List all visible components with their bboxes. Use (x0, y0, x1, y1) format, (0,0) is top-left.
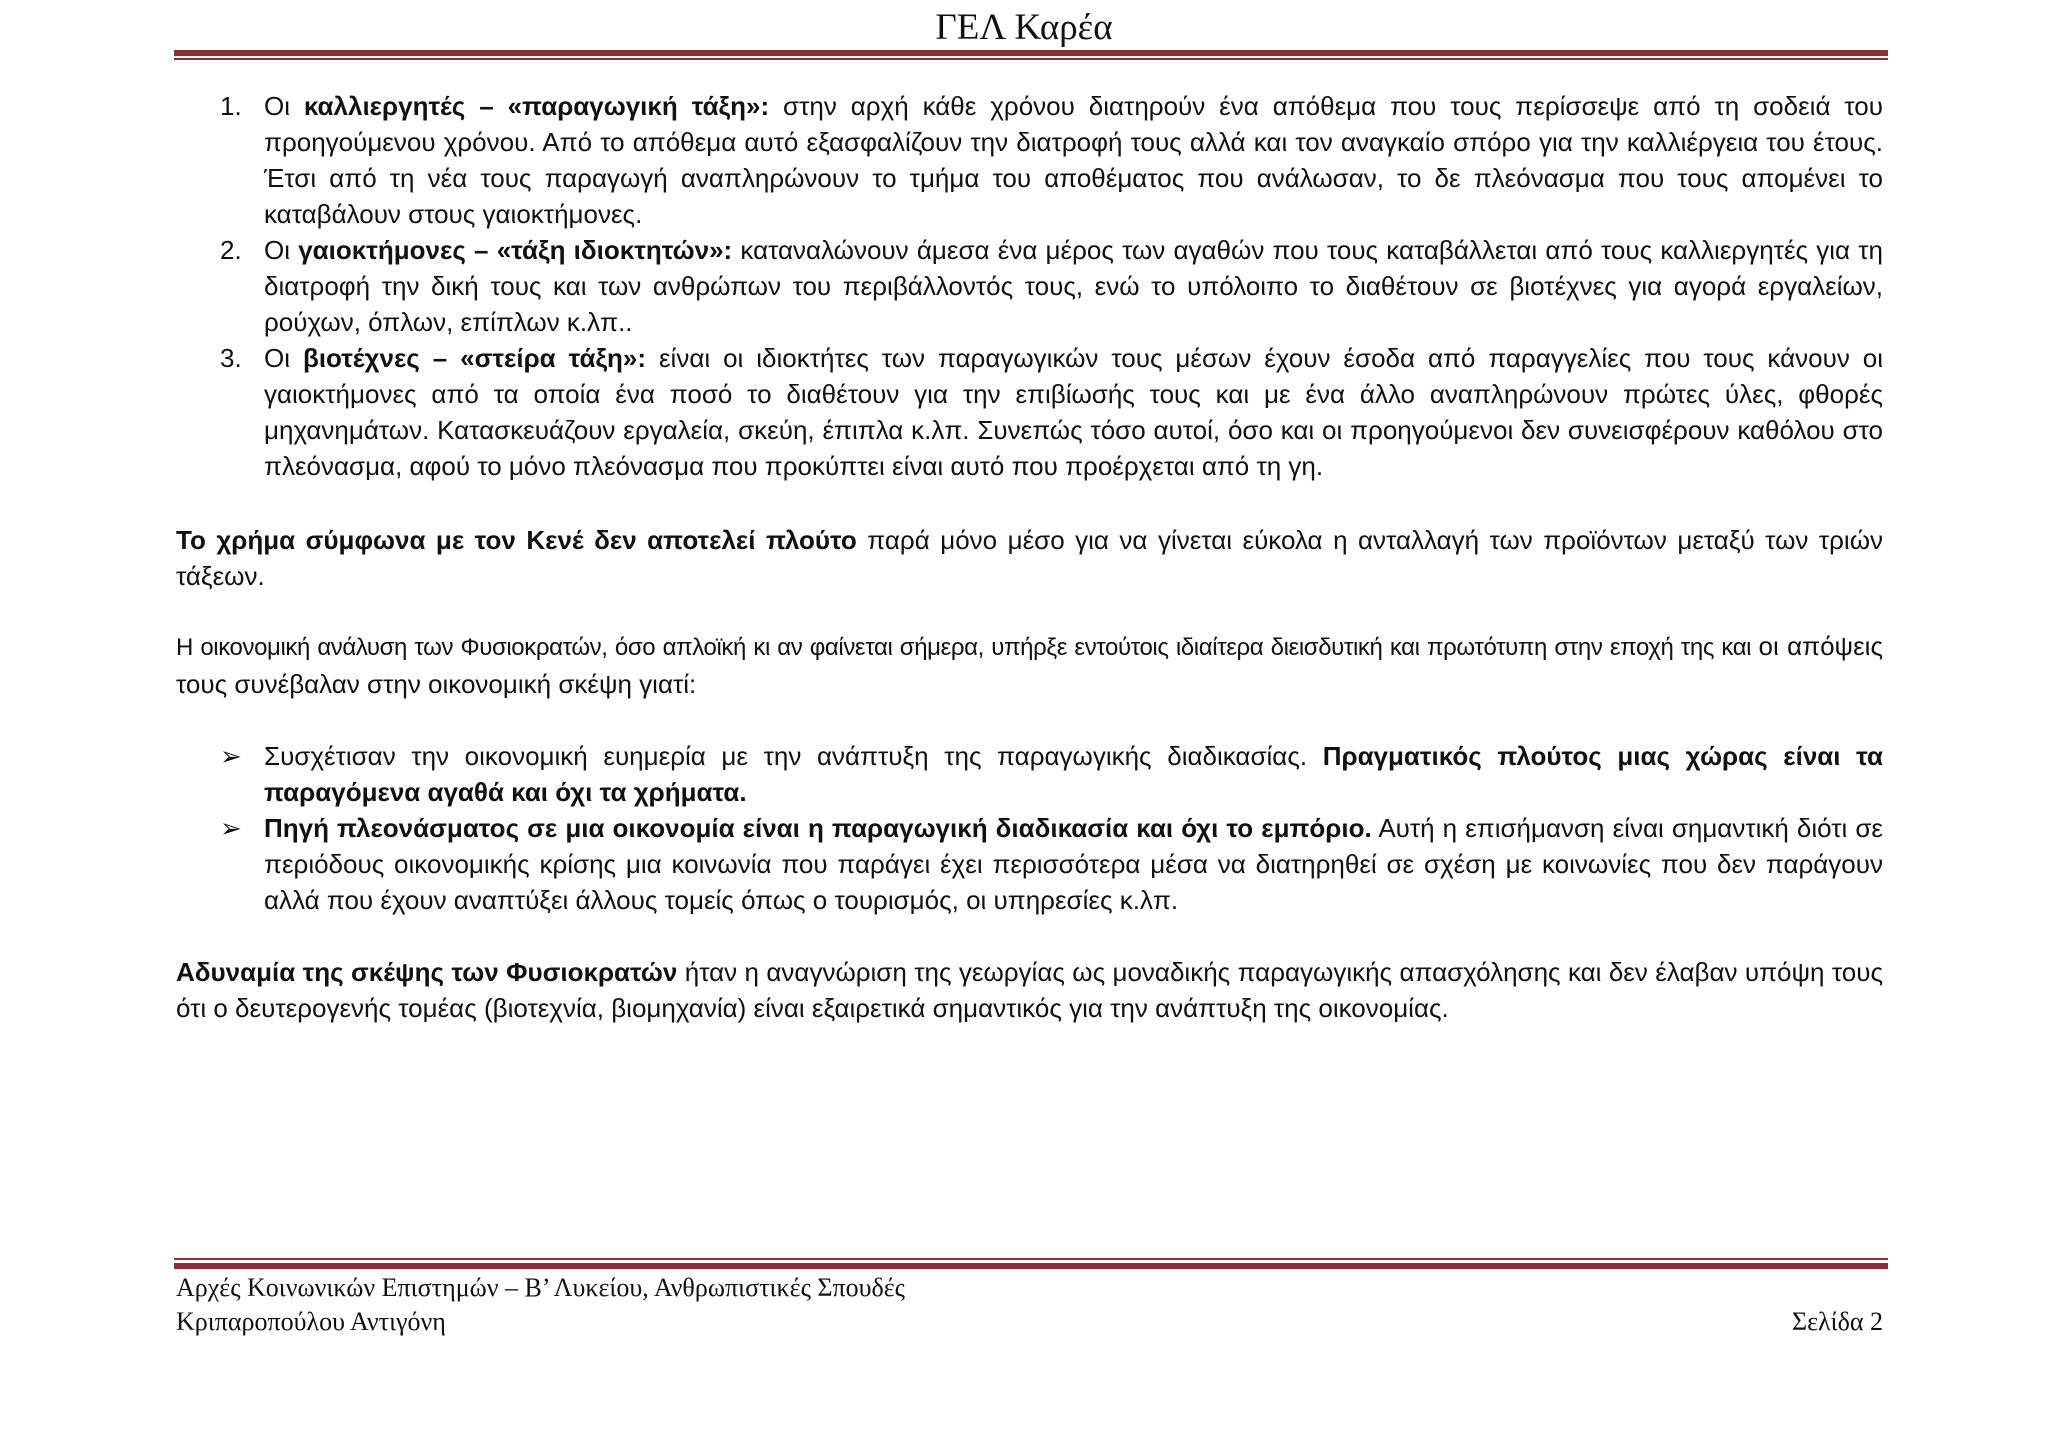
item-term: γαιοκτήμονες – «τάξη ιδιοκτητών»: (298, 235, 733, 265)
item-term: βιοτέχνες – «στείρα τάξη»: (302, 343, 647, 373)
list-item (176, 340, 1883, 484)
footer-course: Αρχές Κοινωνικών Επιστημών – Β’ Λυκείου, Ανθρωπιστικές Σπουδές (176, 1273, 905, 1302)
money-text: παρά μόνο μέσο για να γίνεται εύκολα η ανταλλαγή των προϊόντων μεταξύ των τριών τάξεων. (176, 525, 1883, 591)
item-prefix: Οι (264, 235, 299, 265)
analysis-continuation: οι απόψεις τους συνέβαλαν στην οικονομική σκέψη γιατί: (176, 631, 1883, 699)
list-number: 2. (220, 235, 242, 265)
arrow-bullet-icon: ➢ (220, 741, 242, 771)
item-text: καταναλώνουν άμεσα ένα μέρος των αγαθών που τους καταβάλλεται από τους καλλιεργητές για τη διατροφή την δική τους και των ανθρώπων του περιβάλλοντός τους, ενώ το υπόλοιπο το διαθέτουν σε βιοτέχνες για αγορά εργαλείων, ρούχων, όπλων, επίπλων κ.λπ.. (264, 235, 1883, 337)
item-prefix: Οι (264, 343, 303, 373)
footer-author: Κριπαροπούλου Αντιγόνη (176, 1307, 446, 1336)
money-paragraph (176, 522, 1883, 594)
contributions-list (176, 738, 1883, 918)
footer-rule-thick (174, 1263, 1888, 1269)
analysis-text: Η οικονομική ανάλυση των Φυσιοκρατών, όσο απλοϊκή κι αν φαίνεται σήμερα, υπήρξε εντούτοις ιδιαίτερα διεισδυτική και πρωτότυπη στην εποχή της και (176, 634, 1759, 661)
page-footer (176, 1271, 1883, 1339)
page-number: Σελίδα 2 (1791, 1307, 1883, 1336)
page-header-title: ΓΕΛ Καρέα (935, 7, 1113, 48)
header-rule-thick (174, 50, 1888, 56)
list-item (176, 738, 1883, 810)
item-bold: Πραγματικός πλούτος μιας χώρας είναι τα παραγόμενα αγαθά και όχι τα χρήματα. (264, 741, 1883, 807)
item-text: είναι οι ιδιοκτήτες των παραγωγικών τους μέσων έχουν έσοδα από παραγγελίες που τους κάνουν οι γαιοκτήμονες από τα οποία ένα ποσό το διαθέτουν για την επιβίωσής τους και με ένα άλλο αναπληρώνουν πρώτες ύλες, φθορές μηχανημάτων. Κατασκευάζουν εργαλεία, σκεύη, έπιπλα κ.λπ. Συνεπώς τόσο αυτοί, όσο και οι προηγούμενοι δεν συνεισφέρουν καθόλου στο πλεόνασμα, αφού το μόνο πλεόνασμα που προκύπτει είναι αυτό που προέρχεται από τη γη. (264, 343, 1883, 481)
list-number: 1. (220, 91, 242, 121)
weakness-paragraph (176, 954, 1883, 1026)
item-tail: Αυτή η επισήμανση είναι σημαντική διότι σε περιόδους οικονομικής κρίσης μια κοινωνία που παράγει έχει περισσότερα μέσα να διατηρηθεί σε σχέση με κοινωνίες που δεν παράγουν αλλά που έχουν αναπτύξει άλλους τομείς όπως ο τουρισμός, οι υπηρεσίες κ.λπ. (264, 813, 1883, 915)
footer-rule-thin (174, 1258, 1888, 1260)
weakness-text: ήταν η αναγνώριση της γεωργίας ως μοναδικής παραγωγικής απασχόλησης και δεν έλαβαν υπόψη τους ότι ο δευτερογενής τομέας (βιοτεχνία, βιομηχανία) είναι εξαιρετικά σημαντικός για την ανάπτυξη της οικονομίας. (176, 957, 1884, 1023)
header-rule-thin (174, 58, 1888, 60)
arrow-bullet-icon: ➢ (220, 813, 242, 843)
analysis-paragraph (176, 628, 1883, 704)
list-item (176, 232, 1883, 340)
list-number: 3. (220, 343, 242, 373)
item-term: καλλιεργητές – «παραγωγική τάξη»: (303, 91, 770, 121)
weakness-bold: Αδυναμία της σκέψης των Φυσιοκρατών (176, 957, 678, 987)
classes-numbered-list (176, 88, 1883, 484)
list-item (176, 88, 1883, 232)
item-prefix: Οι (264, 91, 304, 121)
item-bold: Πηγή πλεονάσματος σε μια οικονομία είναι η παραγωγική διαδικασία και όχι το εμπόριο. (264, 813, 1372, 843)
list-item (176, 810, 1883, 918)
item-text: στην αρχή κάθε χρόνου διατηρούν ένα απόθεμα που τους περίσσεψε από τη σοδειά του προηγούμενου χρόνου. Από το απόθεμα αυτό εξασφαλίζουν την διατροφή τους αλλά και τον αναγκαίο σπόρο για την καλλιέργεια του έτους. Έτσι από τη νέα τους παραγωγή αναπληρώνουν το τμήμα του αποθέματος που ανάλωσαν, το δε πλεόνασμα που τους απομένει το καταβάλουν στους γαιοκτήμονες. (264, 91, 1883, 229)
page-body (176, 88, 1883, 1026)
item-text: Συσχέτισαν την οικονομική ευημερία με την ανάπτυξη της παραγωγικής διαδικασίας. (264, 741, 1323, 771)
money-bold: Το χρήμα σύμφωνα με τον Κενέ δεν αποτελεί πλούτο (176, 525, 857, 555)
